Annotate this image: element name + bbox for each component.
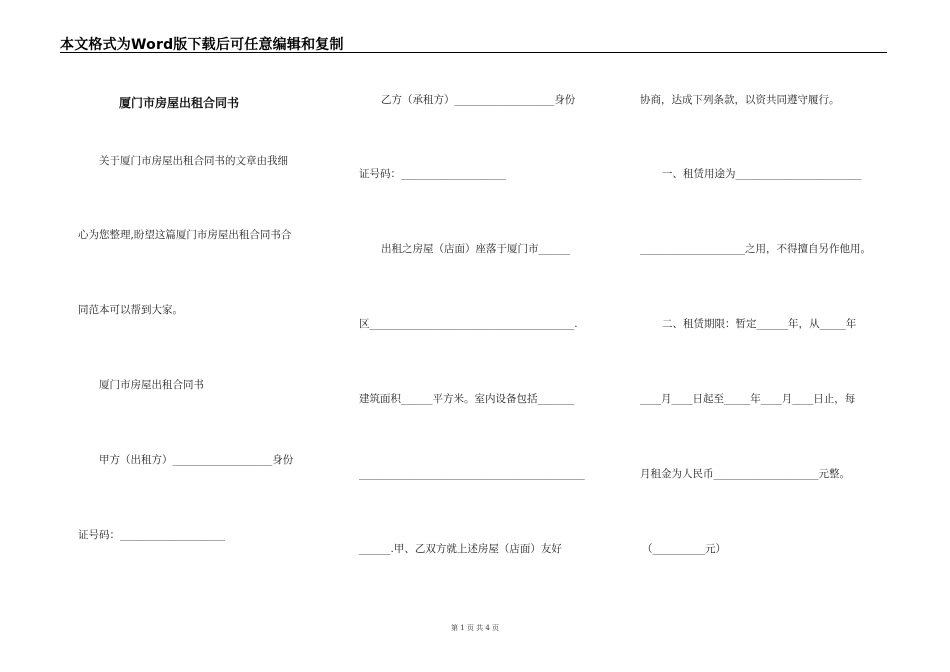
paragraph-line: 二、租赁期限：暂定______年，从_____年: [662, 318, 857, 330]
paragraph-line: 建筑面积______平方米。室内设备包括_______: [359, 393, 575, 405]
paragraph-line: 月租金为人民币____________________元整。: [640, 468, 850, 480]
paragraph-line: 同范本可以帮到大家。: [78, 304, 183, 316]
header-divider: [60, 52, 887, 53]
paragraph-line: ______.甲、乙双方就上述房屋（店面）友好: [359, 543, 562, 555]
paragraph-line: ____________________之用，不得擅自另作他用。: [640, 243, 871, 255]
paragraph-line: 一、租赁用途为________________________: [662, 168, 862, 180]
paragraph-line: 甲方（出租方）___________________身份: [99, 454, 294, 466]
header-text: 本文格式为Word版下载后可任意编辑和复制: [60, 37, 344, 53]
document-title: 厦门市房屋出租合同书: [119, 96, 240, 110]
paragraph-line: ____月____日起至_____年____月____日止，每: [640, 393, 856, 405]
paragraph-line: 协商，达成下列条款，以资共同遵守履行。: [640, 94, 840, 106]
paragraph-line: 乙方（承租方）___________________身份: [381, 94, 576, 106]
paragraph-line: 证号码：____________________: [78, 529, 225, 541]
paragraph-line: 心为您整理,盼望这篇厦门市房屋出租合同书合: [78, 229, 292, 241]
paragraph-line: 区_______________________________________.: [359, 318, 578, 330]
paragraph-line: 证号码：____________________: [359, 168, 506, 180]
paragraph-line: ___________________________________________: [359, 468, 585, 480]
paragraph-line: （__________元）: [642, 543, 726, 555]
paragraph-line: 厦门市房屋出租合同书: [99, 379, 204, 391]
paragraph-line: 出租之房屋（店面）座落于厦门市______: [381, 243, 570, 255]
paragraph-line: 关于厦门市房屋出租合同书的文章由我细: [99, 155, 288, 167]
page-number: 第 1 页 共 4 页: [450, 624, 500, 632]
